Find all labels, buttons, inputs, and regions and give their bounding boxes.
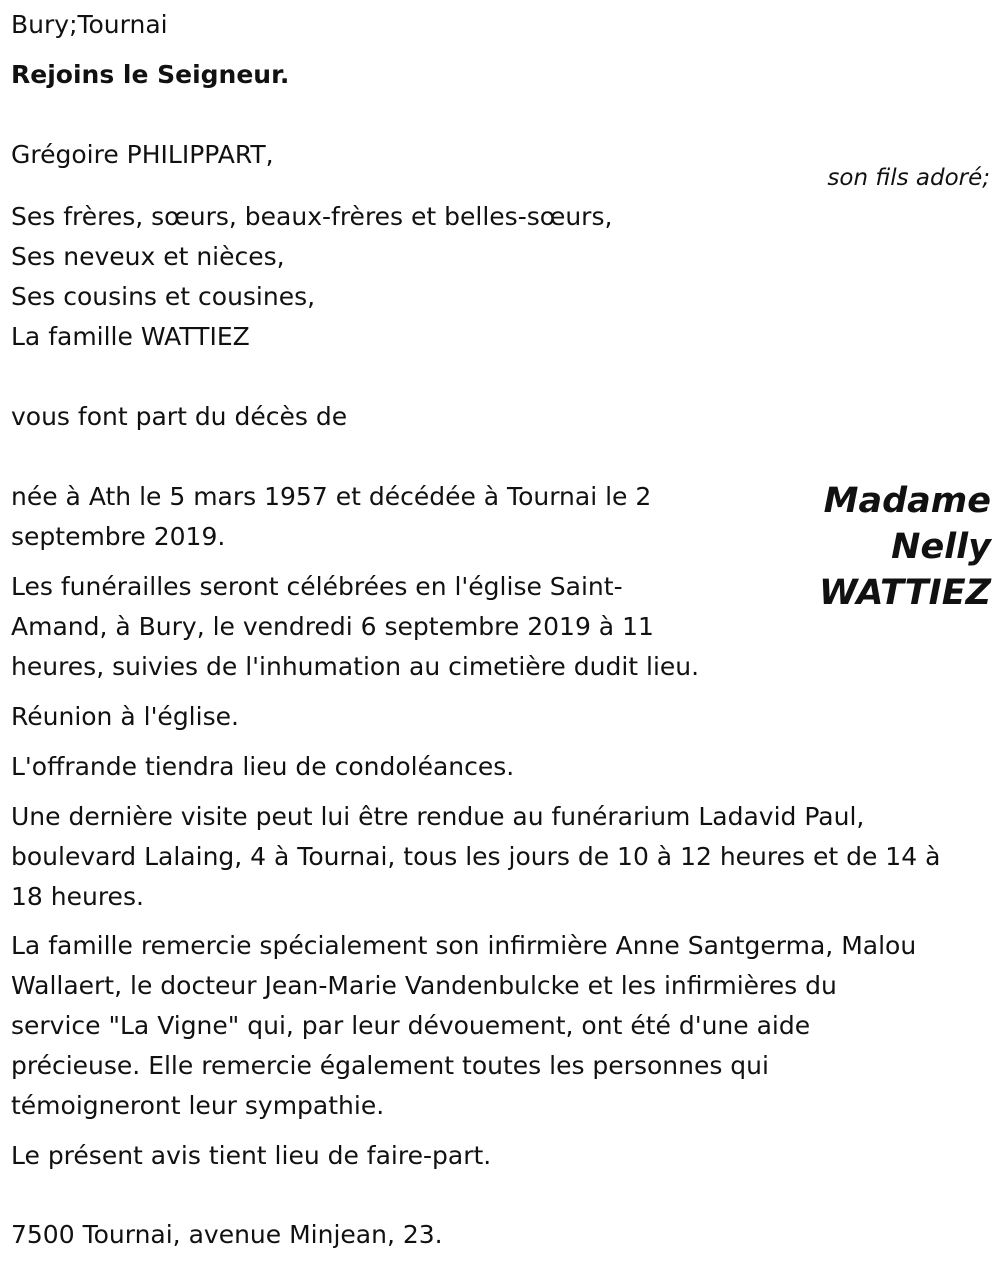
family-line: La famille WATTIEZ: [11, 322, 250, 351]
meeting-text: Réunion à l'église.: [11, 702, 239, 731]
family-line: Ses cousins et cousines,: [11, 282, 316, 311]
tagline: Rejoins le Seigneur.: [11, 60, 290, 89]
intro-text: vous font part du décès de: [11, 402, 348, 431]
thanks-line: service "La Vigne" qui, par leur dévouement, ont été d'une aide: [11, 1011, 811, 1040]
family-line: Ses neveux et nièces,: [11, 242, 285, 271]
thanks-line: précieuse. Elle remercie également toutes les personnes qui: [11, 1051, 769, 1080]
son-role: son fils adoré;: [827, 165, 990, 191]
notice-text: Le présent avis tient lieu de faire-part.: [11, 1141, 492, 1170]
son-name: Grégoire PHILIPPART,: [11, 140, 274, 169]
deceased-title: Madame: [823, 481, 991, 521]
family-line: Ses frères, sœurs, beaux-frères et belles-sœurs,: [11, 202, 613, 231]
thanks-line: Wallaert, le docteur Jean-Marie Vandenbulcke et les infirmières du: [11, 971, 837, 1000]
thanks-line: témoigneront leur sympathie.: [11, 1091, 385, 1120]
visit-line: 18 heures.: [11, 882, 144, 911]
deceased-last-name: WATTIEZ: [819, 573, 991, 613]
birth-death-line: née à Ath le 5 mars 1957 et décédée à Tournai le 2: [11, 482, 652, 511]
offering-text: L'offrande tiendra lieu de condoléances.: [11, 752, 515, 781]
deceased-first-name: Nelly: [891, 527, 991, 567]
funeral-line: Les funérailles seront célébrées en l'église Saint-: [11, 572, 623, 601]
funeral-line: Amand, à Bury, le vendredi 6 septembre 2019 à 11: [11, 612, 654, 641]
visit-line: Une dernière visite peut lui être rendue au funérarium Ladavid Paul,: [11, 802, 865, 831]
location-header: Bury;Tournai: [11, 10, 168, 39]
birth-death-line: septembre 2019.: [11, 522, 226, 551]
visit-line: boulevard Lalaing, 4 à Tournai, tous les jours de 10 à 12 heures et de 14 à: [11, 842, 941, 871]
thanks-line: La famille remercie spécialement son infirmière Anne Santgerma, Malou: [11, 931, 917, 960]
address-footer: 7500 Tournai, avenue Minjean, 23.: [11, 1220, 443, 1249]
deceased-name: [751, 478, 991, 616]
funeral-line: heures, suivies de l'inhumation au cimetière dudit lieu.: [11, 652, 700, 681]
